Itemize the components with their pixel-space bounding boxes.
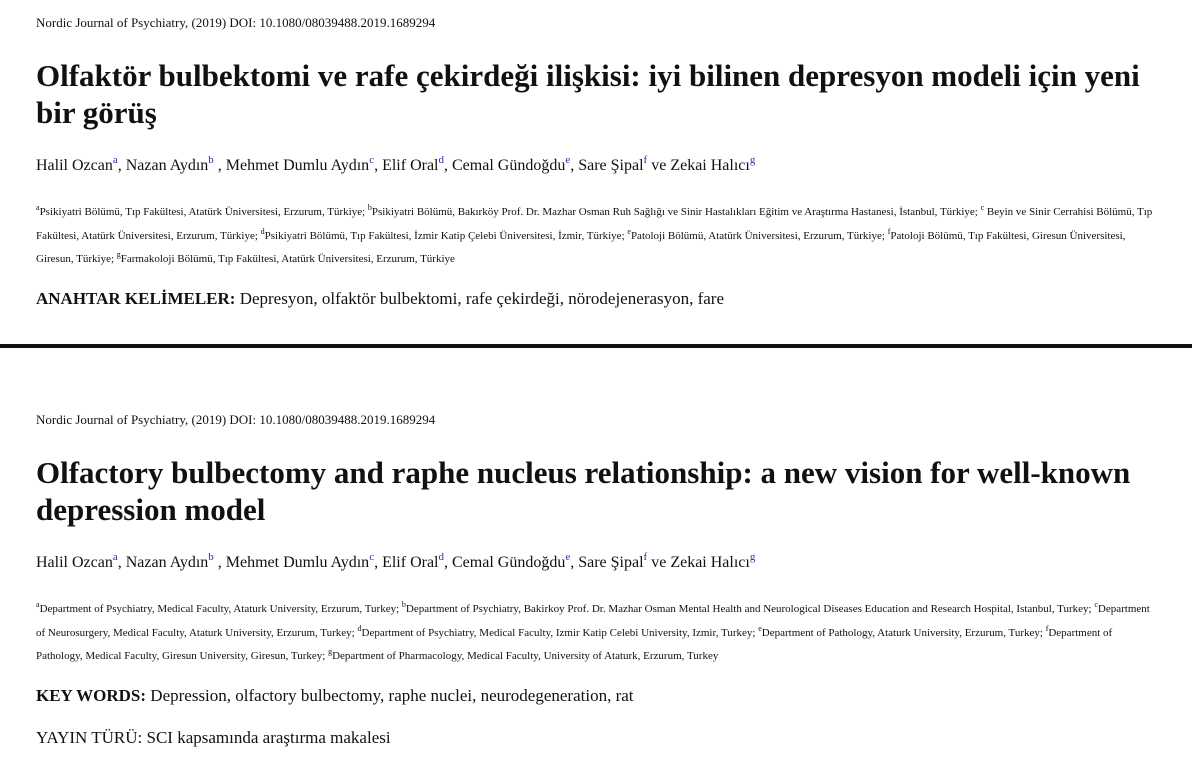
keywords-text: Depresyon, olfaktör bulbektomi, rafe çekirdeği, nörodejenerasyon, fare — [235, 289, 725, 308]
author-separator: , — [444, 157, 452, 174]
author-name: Cemal Gündoğdu — [452, 554, 566, 571]
affiliation-mark: e — [627, 226, 631, 236]
author-affiliation-mark: c — [369, 154, 375, 166]
author-affiliation-mark: f — [643, 551, 648, 563]
author-name: Sare Şipal — [578, 157, 644, 174]
author-name: Sare Şipal — [578, 554, 644, 571]
author-name: Cemal Gündoğdu — [452, 157, 566, 174]
journal-citation: Nordic Journal of Psychiatry, (2019) DOI: 10.1080/08039488.2019.1689294 — [36, 412, 436, 427]
author-name: Mehmet Dumlu Aydın — [225, 157, 370, 174]
affiliation-text: Department of Pathology, Medical Faculty, Giresun University, Giresun, Turkey; — [36, 626, 1113, 662]
author-affiliation-mark: b — [208, 551, 214, 563]
author-affiliation-mark: d — [438, 154, 444, 166]
affiliation-text: Psikiyatri Bölümü, Tıp Fakültesi, İzmir Katip Çelebi Üniversitesi, İzmir, Türkiye; — [264, 229, 628, 242]
author-separator: ve — [647, 554, 671, 571]
author-name: Elif Oral — [382, 157, 439, 174]
affiliation-text: Department of Psychiatry, Medical Faculty, Izmir Katip Celebi University, Izmir, Turkey; — [361, 626, 759, 639]
affiliation-mark: g — [116, 250, 121, 259]
keywords-label: ANAHTAR KELİMELER: — [36, 289, 236, 308]
author-affiliation-mark: b — [208, 154, 214, 166]
affiliations — [36, 598, 1156, 669]
affiliation-text: Department of Pathology, Ataturk University, Erzurum, Turkey; — [761, 626, 1046, 639]
affiliation-text: Patoloji Bölümü, Tıp Fakültesi, Giresun Üniversitesi, Giresun, Türkiye; — [36, 229, 1126, 265]
article-title — [36, 454, 1156, 528]
affiliations — [36, 201, 1156, 272]
keywords — [36, 287, 724, 311]
author-name: Zekai Halıcı — [670, 554, 750, 571]
author-separator: ve — [647, 157, 671, 174]
affiliation-text: Psikiyatri Bölümü, Tıp Fakültesi, Atatürk Üniversitesi, Erzurum, Türkiye; — [39, 206, 368, 218]
affiliation-mark: f — [887, 226, 891, 236]
keywords-label: KEY WORDS: — [36, 686, 147, 705]
title-line-2: bir görüş — [36, 95, 157, 130]
affiliation-text: Beyin ve Sinir Cerrahisi Bölümü, Tıp Fakültesi, Atatürk Üniversitesi, Erzurum, Türkiye; — [36, 206, 1153, 242]
author-separator: , — [213, 554, 226, 571]
author-affiliation-mark: g — [749, 551, 756, 563]
affiliation-text: Department of Psychiatry, Medical Faculty, Ataturk University, Erzurum, Turkey; — [39, 603, 402, 615]
section-divider — [0, 344, 1192, 348]
author-separator: , — [570, 554, 579, 571]
keywords — [36, 684, 634, 708]
publication-type: YAYIN TÜRÜ: SCI kapsamında araştırma makalesi — [36, 728, 391, 747]
author-separator: , — [374, 554, 383, 571]
affiliation-mark: d — [357, 623, 362, 633]
affiliation-mark: a — [36, 600, 40, 609]
author-separator: , — [117, 157, 126, 174]
author-affiliation-mark: c — [369, 551, 375, 563]
author-name: Nazan Aydın — [125, 157, 209, 174]
affiliation-mark: b — [401, 600, 406, 609]
author-list — [36, 154, 755, 178]
author-affiliation-mark: f — [643, 154, 648, 166]
affiliation-mark: f — [1045, 623, 1049, 633]
author-affiliation-mark: e — [565, 154, 571, 166]
author-separator: , — [213, 157, 226, 174]
affiliation-mark: c — [980, 203, 985, 212]
affiliation-text: Patoloji Bölümü, Atatürk Üniversitesi, Erzurum, Türkiye; — [630, 229, 888, 242]
author-name: Elif Oral — [382, 554, 439, 571]
affiliation-text: Department of Neurosurgery, Medical Faculty, Ataturk University, Erzurum, Turkey; — [36, 603, 1150, 639]
author-separator: , — [117, 554, 126, 571]
article-title — [36, 57, 1156, 131]
author-name: Halil Ozcan — [36, 554, 113, 571]
author-list — [36, 551, 755, 575]
author-separator: , — [570, 157, 579, 174]
author-affiliation-mark: g — [749, 154, 756, 166]
author-affiliation-mark: e — [565, 551, 571, 563]
affiliation-mark: g — [328, 647, 333, 656]
journal-citation: Nordic Journal of Psychiatry, (2019) DOI: 10.1080/08039488.2019.1689294 — [36, 15, 436, 30]
affiliation-mark: d — [260, 226, 265, 236]
author-name: Zekai Halıcı — [670, 157, 750, 174]
affiliation-text: Department of Pharmacology, Medical Faculty, University of Ataturk, Erzurum, Turkey — [332, 650, 719, 662]
affiliation-text: Department of Psychiatry, Bakirkoy Prof. Dr. Mazhar Osman Mental Health and Neurological Diseases Education and Research Hospital, Istanbul, Turkey; — [405, 603, 1095, 615]
keywords-text: Depression, olfactory bulbectomy, raphe nuclei, neurodegeneration, rat — [146, 686, 634, 705]
affiliation-text: Psikiyatri Bölümü, Bakırköy Prof. Dr. Mazhar Osman Ruh Sağlığı ve Sinir Hastalıkları Eğitim ve Araştırma Hastanesi, İstanbul, Türkiye; — [371, 206, 981, 218]
title-line-1: Olfactory bulbectomy and raphe nucleus relationship: a new vision for well-known — [36, 455, 1131, 490]
title-line-2: depression model — [36, 492, 266, 527]
author-name: Nazan Aydın — [125, 554, 209, 571]
author-name: Mehmet Dumlu Aydın — [225, 554, 370, 571]
affiliation-mark: a — [36, 203, 40, 212]
affiliation-mark: e — [758, 623, 762, 633]
author-affiliation-mark: a — [112, 154, 118, 166]
affiliation-mark: c — [1094, 600, 1098, 609]
title-line-1: Olfaktör bulbektomi ve rafe çekirdeği ilişkisi: iyi bilinen depresyon modeli için yeni — [36, 58, 1140, 93]
affiliation-mark: b — [367, 203, 372, 212]
author-name: Halil Ozcan — [36, 157, 113, 174]
affiliation-text: Farmakoloji Bölümü, Tıp Fakültesi, Atatürk Üniversitesi, Erzurum, Türkiye — [120, 253, 455, 265]
author-affiliation-mark: d — [438, 551, 444, 563]
author-affiliation-mark: a — [112, 551, 118, 563]
author-separator: , — [444, 554, 452, 571]
author-separator: , — [374, 157, 383, 174]
